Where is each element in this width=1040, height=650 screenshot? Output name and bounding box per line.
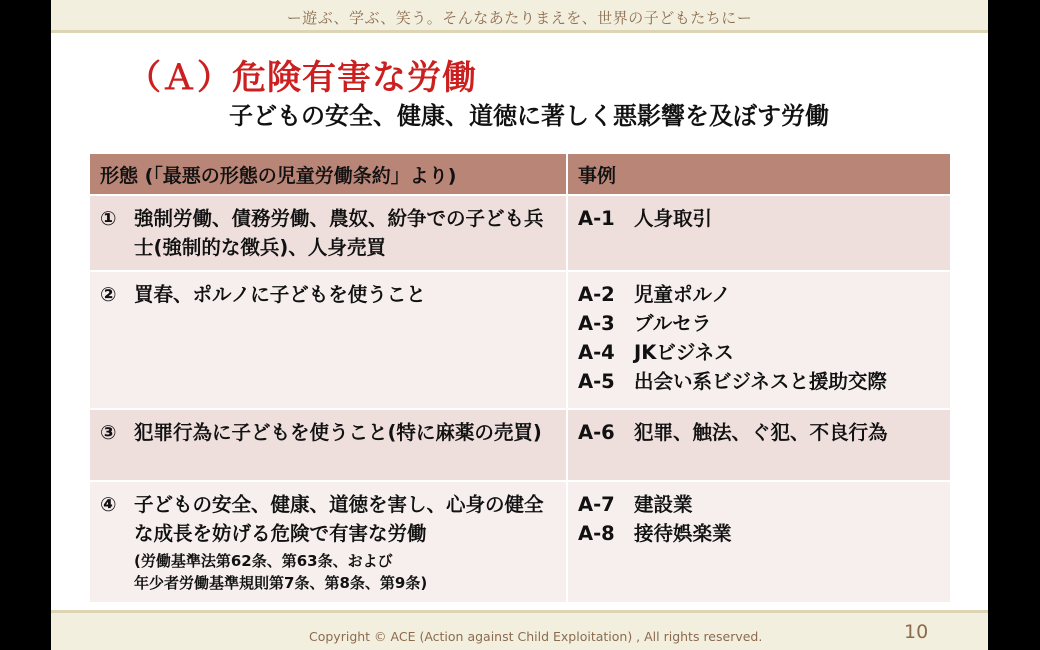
example-code: A-5 xyxy=(578,370,615,393)
condition-cell xyxy=(89,271,567,409)
example-text: 犯罪、触法、ぐ犯、不良行為 xyxy=(634,421,888,444)
legal-reference-note xyxy=(134,550,558,594)
example-item xyxy=(578,418,942,447)
note-line: (労働基準法第62条、第63条、および xyxy=(134,552,393,570)
examples-cell xyxy=(567,195,951,271)
slide xyxy=(51,0,988,650)
example-code: A-8 xyxy=(578,522,615,545)
labor-table xyxy=(88,152,952,604)
example-code: A-2 xyxy=(578,283,615,306)
example-text: 建設業 xyxy=(634,493,693,516)
condition-cell xyxy=(89,481,567,603)
example-text: 児童ポルノ xyxy=(634,283,731,306)
example-code: A-4 xyxy=(578,341,615,364)
table-row xyxy=(89,195,951,271)
example-text: 人身取引 xyxy=(634,207,713,230)
example-text: 接待娯楽業 xyxy=(634,522,732,545)
page-number: 10 xyxy=(904,621,929,643)
row-number: ④ xyxy=(100,493,117,516)
table-header-row xyxy=(89,153,951,195)
table-row xyxy=(89,481,951,603)
condition-text: 買春、ポルノに子どもを使うこと xyxy=(134,283,426,306)
examples-cell xyxy=(567,481,951,603)
condition-cell xyxy=(89,409,567,481)
example-item xyxy=(578,490,942,519)
row-number: ① xyxy=(100,207,117,230)
example-item xyxy=(578,367,942,396)
example-item xyxy=(578,204,942,233)
condition-cell xyxy=(89,195,567,271)
example-code: A-7 xyxy=(578,493,615,516)
examples-cell xyxy=(567,409,951,481)
footer-band xyxy=(51,610,988,650)
examples-cell xyxy=(567,271,951,409)
page-subtitle: 子どもの安全、健康、道徳に著しく悪影響を及ぼす労働 xyxy=(229,102,829,130)
note-line: 年少者労働基準規則第7条、第8条、第9条) xyxy=(134,574,428,592)
table-row xyxy=(89,271,951,409)
example-text: JKビジネス xyxy=(634,341,734,364)
condition-text: 強制労働、債務労働、農奴、紛争での子ども兵士(強制的な徴兵)、人身売買 xyxy=(134,207,544,259)
example-code: A-1 xyxy=(578,207,615,230)
copyright-text: Copyright © ACE (Action against Child Exploitation) , All rights reserved. xyxy=(309,629,763,644)
example-item xyxy=(578,519,942,548)
condition-text: 子どもの安全、健康、道徳を害し、心身の健全な成長を妨げる危険で有害な労働 xyxy=(134,493,544,545)
row-number: ③ xyxy=(100,421,117,444)
example-text: 出会い系ビジネスと援助交際 xyxy=(634,370,887,393)
table-row xyxy=(89,409,951,481)
example-item xyxy=(578,280,942,309)
page-title: （Ａ）危険有害な労働 xyxy=(127,58,477,98)
condition-text: 犯罪行為に子どもを使うこと(特に麻薬の売買) xyxy=(134,421,542,444)
example-item xyxy=(578,338,942,367)
example-item xyxy=(578,309,942,338)
example-code: A-3 xyxy=(578,312,615,335)
row-number: ② xyxy=(100,283,117,306)
example-code: A-6 xyxy=(578,421,615,444)
header-examples: 事例 xyxy=(567,153,951,195)
header-form: 形態 (「最悪の形態の児童労働条約」より) xyxy=(89,153,567,195)
example-text: ブルセラ xyxy=(634,312,712,335)
header-band xyxy=(51,0,988,33)
tagline: ー遊ぶ、学ぶ、笑う。そんなあたりまえを、世界の子どもたちにー xyxy=(286,9,753,27)
